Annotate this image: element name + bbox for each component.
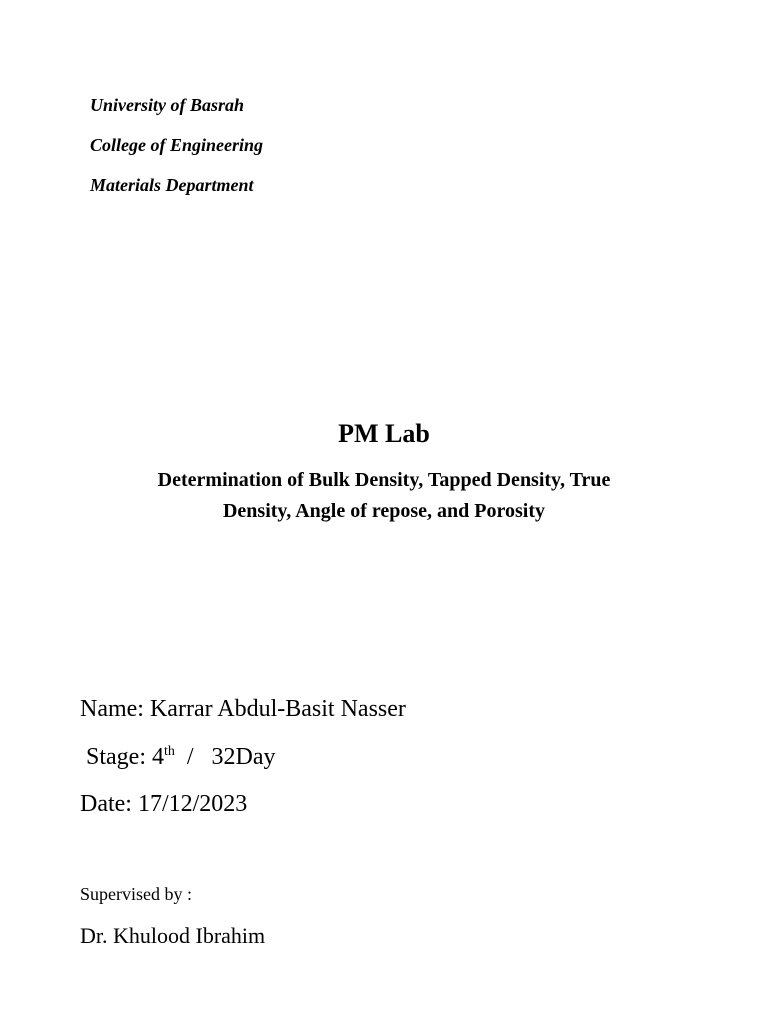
student-stage	[86, 742, 276, 772]
university-name: University of Basrah	[90, 95, 245, 115]
report-date: Date: 17/12/2023	[80, 791, 248, 817]
student-name: Name: Karrar Abdul-Basit Nasser	[80, 696, 406, 722]
supervised-by-label: Supervised by :	[80, 884, 192, 904]
document-subtitle-line-1: Determination of Bulk Density, Tapped Density, True	[157, 469, 611, 491]
document-title: PM Lab	[338, 419, 430, 448]
stage-rest: / 32Day	[174, 744, 276, 770]
department-name: Materials Department	[90, 175, 254, 195]
stage-prefix: Stage: 4	[86, 744, 164, 770]
document-subtitle-line-2: Density, Angle of repose, and Porosity	[222, 500, 546, 522]
stage-ordinal-suffix: th	[164, 744, 175, 759]
supervisor-name: Dr. Khulood Ibrahim	[80, 923, 266, 948]
college-name: College of Engineering	[90, 135, 264, 155]
